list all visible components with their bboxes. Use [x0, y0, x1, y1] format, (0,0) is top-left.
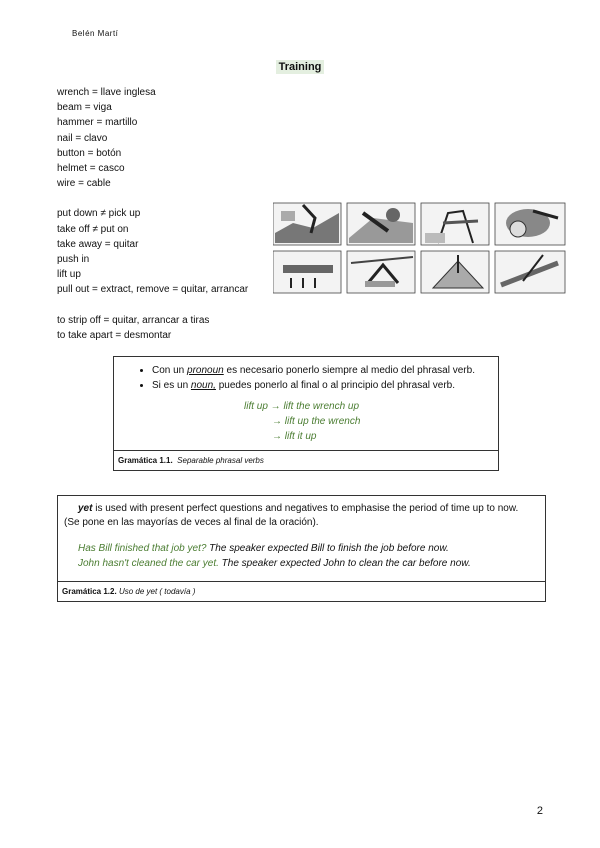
caption-text: Uso de yet ( todavía ) [118, 587, 196, 596]
rule-keyword: noun, [190, 380, 216, 391]
example-line [78, 542, 539, 557]
caption-text: Separable phrasal verbs [177, 456, 264, 465]
rule-text: is used with present perfect questions and negatives to emphasise the period of time up to now. [92, 503, 519, 514]
caption-label: Gramática 1.1. [118, 456, 173, 465]
rule-text: Si es un [152, 380, 191, 391]
rule-keyword: pronoun [187, 365, 224, 376]
yet-note: (Se pone en las mayorías de veces al final de la oración). [64, 517, 319, 528]
title-text: Training [276, 60, 325, 74]
page-number: 2 [536, 805, 543, 817]
yet-rule [64, 502, 539, 516]
page-title [0, 57, 600, 75]
example-sentence: Has Bill finished that job yet? [78, 543, 207, 554]
example-explanation: The speaker expected Bill to finish the job before now. [206, 543, 449, 554]
author-name: Belén Martí [72, 29, 119, 38]
grammar-box-yet [57, 495, 546, 602]
illustration-panel [495, 203, 565, 245]
phrasal-verb-item: push in [57, 254, 90, 266]
illustration-panel [347, 203, 415, 245]
yet-keyword: yet [78, 503, 93, 514]
phrasal-verb-item: take away = quitar [57, 238, 139, 250]
example-sentence: John hasn't cleaned the car yet. [78, 557, 219, 569]
illustration-panel [273, 251, 341, 293]
example-line: lift up → lift the wrench up [244, 401, 360, 412]
example-line: → lift it up [272, 431, 317, 442]
grammar-rule-pronoun [152, 363, 488, 378]
vocab-item: wire = cable [57, 178, 111, 190]
vocab-item: button = botón [57, 147, 122, 159]
vocab-item: beam = viga [57, 102, 112, 114]
phrasal-verbs-illustration-strip [273, 193, 569, 301]
example-block [64, 542, 539, 571]
grammar-caption [114, 450, 498, 470]
vocab-item: nail = clavo [57, 132, 108, 144]
vocab-item: helmet = casco [57, 163, 125, 175]
grammar-box-separable-phrasal-verbs [113, 356, 499, 471]
example-block [138, 399, 488, 444]
example-line: → lift up the wrench [272, 416, 361, 427]
caption-label: Gramática 1.2. [62, 587, 117, 596]
grammar-rule-noun [152, 378, 488, 393]
phrasal-verb-item: take off ≠ put on [57, 223, 129, 235]
rule-text: Con un [152, 365, 188, 376]
phrasal-verb-item: put down ≠ pick up [57, 208, 141, 220]
vocab-item: wrench = llave inglesa [57, 87, 156, 98]
verb-item: to take apart = desmontar [57, 329, 172, 341]
grammar-caption [58, 581, 545, 601]
rule-text: puedes ponerlo al final o al principio del phrasal verb. [215, 380, 455, 391]
vocab-item: hammer = martillo [57, 117, 138, 129]
example-explanation: The speaker expected John to clean the car before now. [218, 557, 471, 569]
phrasal-verb-item: lift up [57, 269, 81, 281]
vocabulary-list [57, 85, 248, 343]
example-line [78, 557, 539, 572]
illustration-panel [421, 251, 489, 293]
phrasal-verb-item: pull out = extract, remove = quitar, arrancar [57, 284, 249, 296]
verb-item: to strip off = quitar, arrancar a tiras [57, 314, 210, 326]
illustration-panel [421, 203, 489, 245]
illustration-panel [273, 203, 341, 245]
rule-text: es necesario ponerlo siempre al medio del phrasal verb. [223, 365, 475, 376]
illustration-panel [347, 251, 415, 293]
illustration-panel [495, 251, 565, 293]
